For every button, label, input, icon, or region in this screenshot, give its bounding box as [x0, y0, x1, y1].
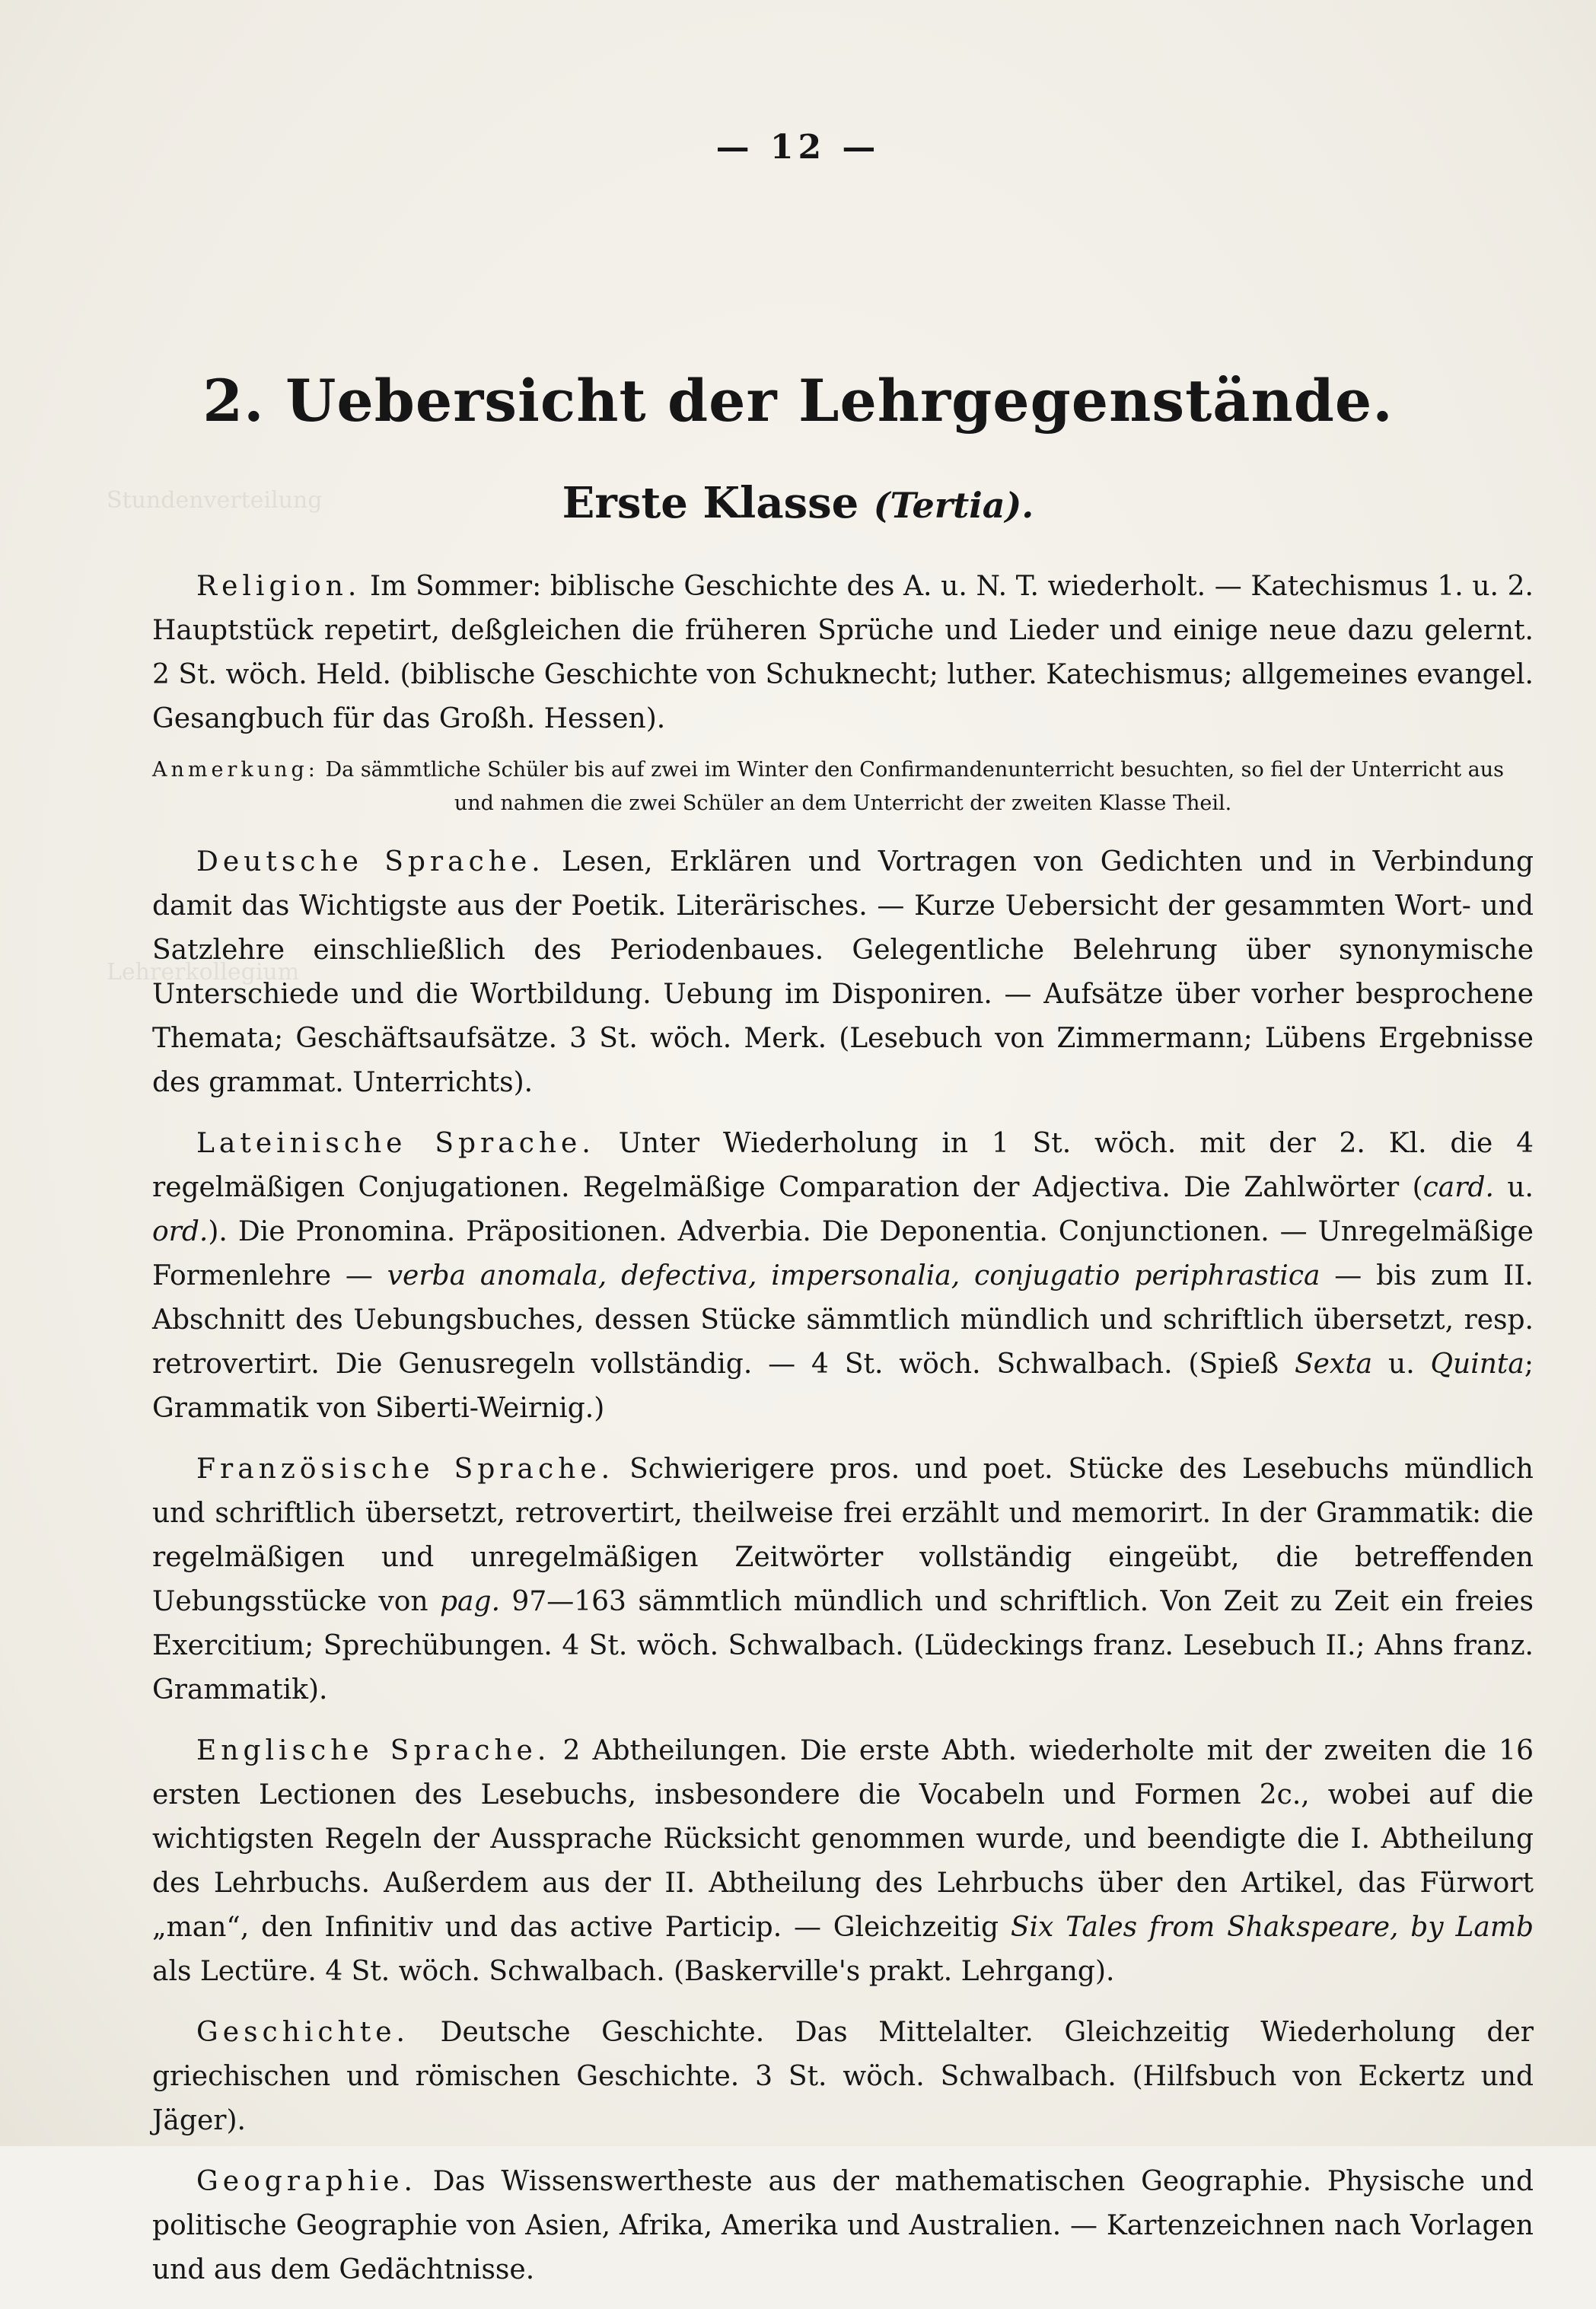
paragraph-text: u.: [1493, 1172, 1534, 1203]
class-latin-label: (Tertia).: [873, 485, 1034, 526]
italic-term: card.: [1422, 1172, 1494, 1203]
paragraph-latin: [152, 1122, 1534, 1431]
paragraph-text: 2 Abtheilungen. Die erste Abth. wiederholte mit der zweiten die 16 ersten Lectionen des Lesebuchs, insbesondere die Vocabeln und Formen 2c., wobei auf die wichtigsten Regeln der Aussprache Rücksicht genommen wurde, und beendigte die I. Abtheilung des Lehrbuchs. Außerdem aus der II. Abtheilung des Lehrbuchs über den Artikel, das Fürwort „man“, den Infinitiv und das active Particip. — Gleichzeitig: [152, 1735, 1534, 1943]
subject-heading: Französische Sprache.: [196, 1454, 615, 1485]
italic-term: Six Tales from Shakspeare, by Lamb: [1010, 1912, 1534, 1943]
italic-term: pag.: [440, 1586, 501, 1617]
class-label: Erste Klasse: [562, 478, 859, 528]
italic-term: Sexta: [1294, 1349, 1373, 1380]
subject-heading: Religion.: [196, 571, 362, 602]
subject-heading: Deutsche Sprache.: [196, 846, 545, 877]
subject-heading: Englische Sprache.: [196, 1735, 551, 1766]
paragraph-text: Das Wissenswertheste aus der mathematischen Geographie. Physische und politische Geographie von Asien, Afrika, Amerika und Australien. — Kartenzeichnen nach Vorlagen und aus dem Gedächtnisse.: [152, 2166, 1534, 2285]
paragraph-geography: [152, 2160, 1534, 2292]
section-title: 2. Uebersicht der Lehrgegenstände.: [202, 367, 1394, 435]
paragraph-text: ; Grammatik von Siberti-Weirnig.): [152, 1349, 1534, 1424]
class-heading: [0, 478, 1596, 528]
paragraph-text: 97—163 sämmtlich mündlich und schriftlich. Von Zeit zu Zeit ein freies Exercitium; Sprechübungen. 4 St. wöch. Schwalbach. (Lüdeckings franz. Lesebuch II.; Ahns franz. Grammatik).: [152, 1586, 1534, 1705]
paragraph-text: Lesen, Erklären und Vortragen von Gedichten und in Verbindung damit das Wichtigste aus der Poetik. Literärisches. — Kurze Uebersicht der gesammten Wort- und Satzlehre einschließlich des Periodenbaues. Gelegentliche Belehrung über synonymische Unterschiede und die Wortbildung. Uebung im Disponiren. — Aufsätze über vorher besprochene Themata; Geschäftsaufsätze. 3 St. wöch. Merk. (Lesebuch von Zimmermann; Lübens Ergebnisse des grammat. Unterrichts).: [152, 846, 1534, 1098]
italic-term: verba anomala, defectiva, impersonalia, conjugatio periphrastica: [387, 1260, 1320, 1291]
remark-heading: Anmerkung:: [152, 758, 319, 782]
subject-heading: Geschichte.: [196, 2017, 409, 2048]
document-body: [152, 565, 1534, 2309]
footnote-remark: [152, 753, 1534, 820]
paragraph-text: — bis zum II. Abschnitt des Uebungsbuches, dessen Stücke sämmtlich mündlich und schriftlich übersetzt, resp. retrovertirt. Die Genusregeln vollständig. — 4 St. wöch. Schwalbach. (Spieß: [152, 1260, 1534, 1380]
paragraph-religion: [152, 565, 1534, 741]
paragraph-text: Schwierigere pros. und poet. Stücke des Lesebuchs mündlich und schriftlich übersetzt, retrovertirt, theilweise frei erzählt und memorirt. In der Grammatik: die regelmäßigen und unregelmäßigen Zeitwörter vollständig eingeübt, die betreffenden Uebungsstücke von: [152, 1454, 1534, 1617]
paragraph-french: [152, 1448, 1534, 1712]
page-number: — 12 —: [715, 128, 881, 167]
bleed-through-text: Stundenverteilung: [107, 487, 323, 514]
subject-heading: Geographie.: [196, 2166, 417, 2197]
paragraph-text: ). Die Pronomina. Präpositionen. Adverbia. Die Deponentia. Conjunctionen. — Unregelmäßige Formenlehre —: [152, 1216, 1534, 1291]
paragraph-text: Im Sommer: biblische Geschichte des A. u. N. T. wiederholt. — Katechismus 1. u. 2. Hauptstück repetirt, deßgleichen die früheren Sprüche und Lieder und einige neue dazu gelernt. 2 St. wöch. Held. (biblische Geschichte von Schuknecht; luther. Katechismus; allgemeines evangel. Gesangbuch für das Großh. Hessen).: [152, 571, 1534, 734]
subject-heading: Lateinische Sprache.: [196, 1128, 595, 1159]
paragraph-english: [152, 1729, 1534, 1994]
remark-text: Da sämmtliche Schüler bis auf zwei im Winter den Confirmandenunterricht besuchten, so fiel der Unterricht aus: [318, 758, 1505, 782]
bleed-through-text: Lehrerkollegium: [107, 959, 300, 986]
paragraph-text: Unter Wiederholung in 1 St. wöch. mit der 2. Kl. die 4 regelmäßigen Conjugationen. Regelmäßige Comparation der Adjectiva. Die Zahlwörter (: [152, 1128, 1534, 1203]
paragraph-text: u.: [1372, 1349, 1431, 1380]
italic-term: ord.: [152, 1216, 209, 1247]
paragraph-text: Deutsche Geschichte. Das Mittelalter. Gleichzeitig Wiederholung der griechischen und römischen Geschichte. 3 St. wöch. Schwalbach. (Hilfsbuch von Eckertz und Jäger).: [152, 2017, 1534, 2136]
paragraph-german: [152, 840, 1534, 1105]
remark-text-continued: und nahmen die zwei Schüler an dem Unterricht der zweiten Klasse Theil.: [454, 791, 1232, 815]
paragraph-text: als Lectüre. 4 St. wöch. Schwalbach. (Baskerville's prakt. Lehrgang).: [152, 1956, 1115, 1987]
paragraph-history: [152, 2011, 1534, 2143]
italic-term: Quinta: [1430, 1349, 1524, 1380]
